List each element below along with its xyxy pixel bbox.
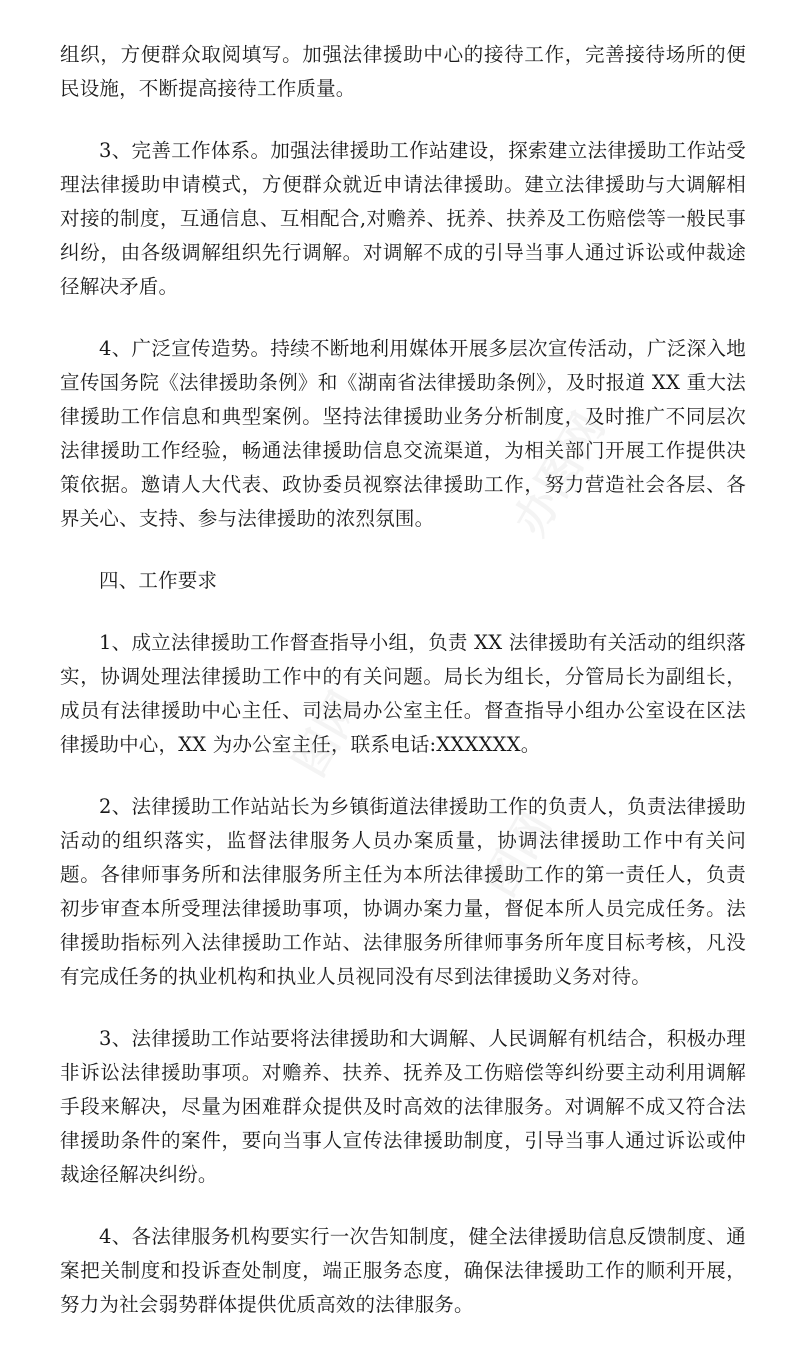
watermark: 图网 [473, 803, 562, 906]
paragraph-improve-work-system: 3、完善工作体系。加强法律援助工作站建设，探索建立法律援助工作站受理法律援助申请模式，方便群众就近申请法律援助。建立法律援助与大调解相对接的制度，互通信息、互相配合,对赡养、抚养、扶养及工伤赔偿等一般民事纠纷，由各级调解组织先行调解。对调解不成的引导当事人通过诉讼或仲裁途径解决矛盾。 [60, 139, 746, 298]
paragraph-requirement-4: 4、各法律服务机构要实行一次告知制度，健全法律援助信息反馈制度、通案把关制度和投诉查处制度，端正服务态度，确保法律援助工作的顺利开展，努力为社会弱势群体提供优质高效的法律服务。 [60, 1225, 746, 1316]
watermark: 图网 [283, 683, 372, 786]
document-body [60, 38, 746, 1350]
paragraph-requirement-2: 2、法律援助工作站站长为乡镇街道法律援助工作的负责人，负责法律援助活动的组织落实，监督法律服务人员办案质量，协调法律援助工作中有关问题。各律师事务所和法律服务所主任为本所法律援助工作的第一责任人，负责初步审查本所受理法律援助事项，协调办案力量，督促本所人员完成任务。法律援助指标列入法律援助工作站、法律服务所律师事务所年度目标考核，凡没有完成任务的执业机构和执业人员视同没有尽到法律援助义务对待。 [60, 795, 746, 988]
paragraph-requirement-1: 1、成立法律援助工作督查指导小组，负责 XX 法律援助有关活动的组织落实，协调处理法律援助工作中的有关问题。局长为组长，分管局长为副组长，成员有法律援助中心主任、司法局办公室主任。督查指导小组办公室设在区法律援助中心，XX 为办公室主任，联系电话:XXXXXX。 [60, 631, 746, 756]
paragraph-requirement-3: 3、法律援助工作站要将法律援助和大调解、人民调解有机结合，积极办理非诉讼法律援助事项。对赡养、扶养、抚养及工伤赔偿等纠纷要主动利用调解手段来解决，尽量为困难群众提供及时高效的法律服务。对调解不成又符合法律援助条件的案件，要向当事人宣传法律援助制度，引导当事人通过诉讼或仲裁途径解决纠纷。 [60, 1027, 746, 1186]
paragraph-publicity: 4、广泛宣传造势。持续不断地利用媒体开展多层次宣传活动，广泛深入地宣传国务院《法律援助条例》和《湖南省法律援助条例》，及时报道 XX 重大法律援助工作信息和典型案例。坚持法律援助业务分析制度，及时推广不同层次法律援助工作经验，畅通法律援助信息交流渠道，为相关部门开展工作提供决策依据。邀请人大代表、政协委员视察法律援助工作，努力营造社会各层、各界关心、支持、参与法律援助的浓烈氛围。 [60, 337, 746, 530]
watermark: 办图网 [504, 404, 615, 545]
paragraph-intro-continuation: 组织，方便群众取阅填写。加强法律援助中心的接待工作，完善接待场所的便民设施，不断提高接待工作质量。 [60, 43, 746, 100]
section-heading-work-requirements: 四、工作要求 [99, 569, 218, 592]
